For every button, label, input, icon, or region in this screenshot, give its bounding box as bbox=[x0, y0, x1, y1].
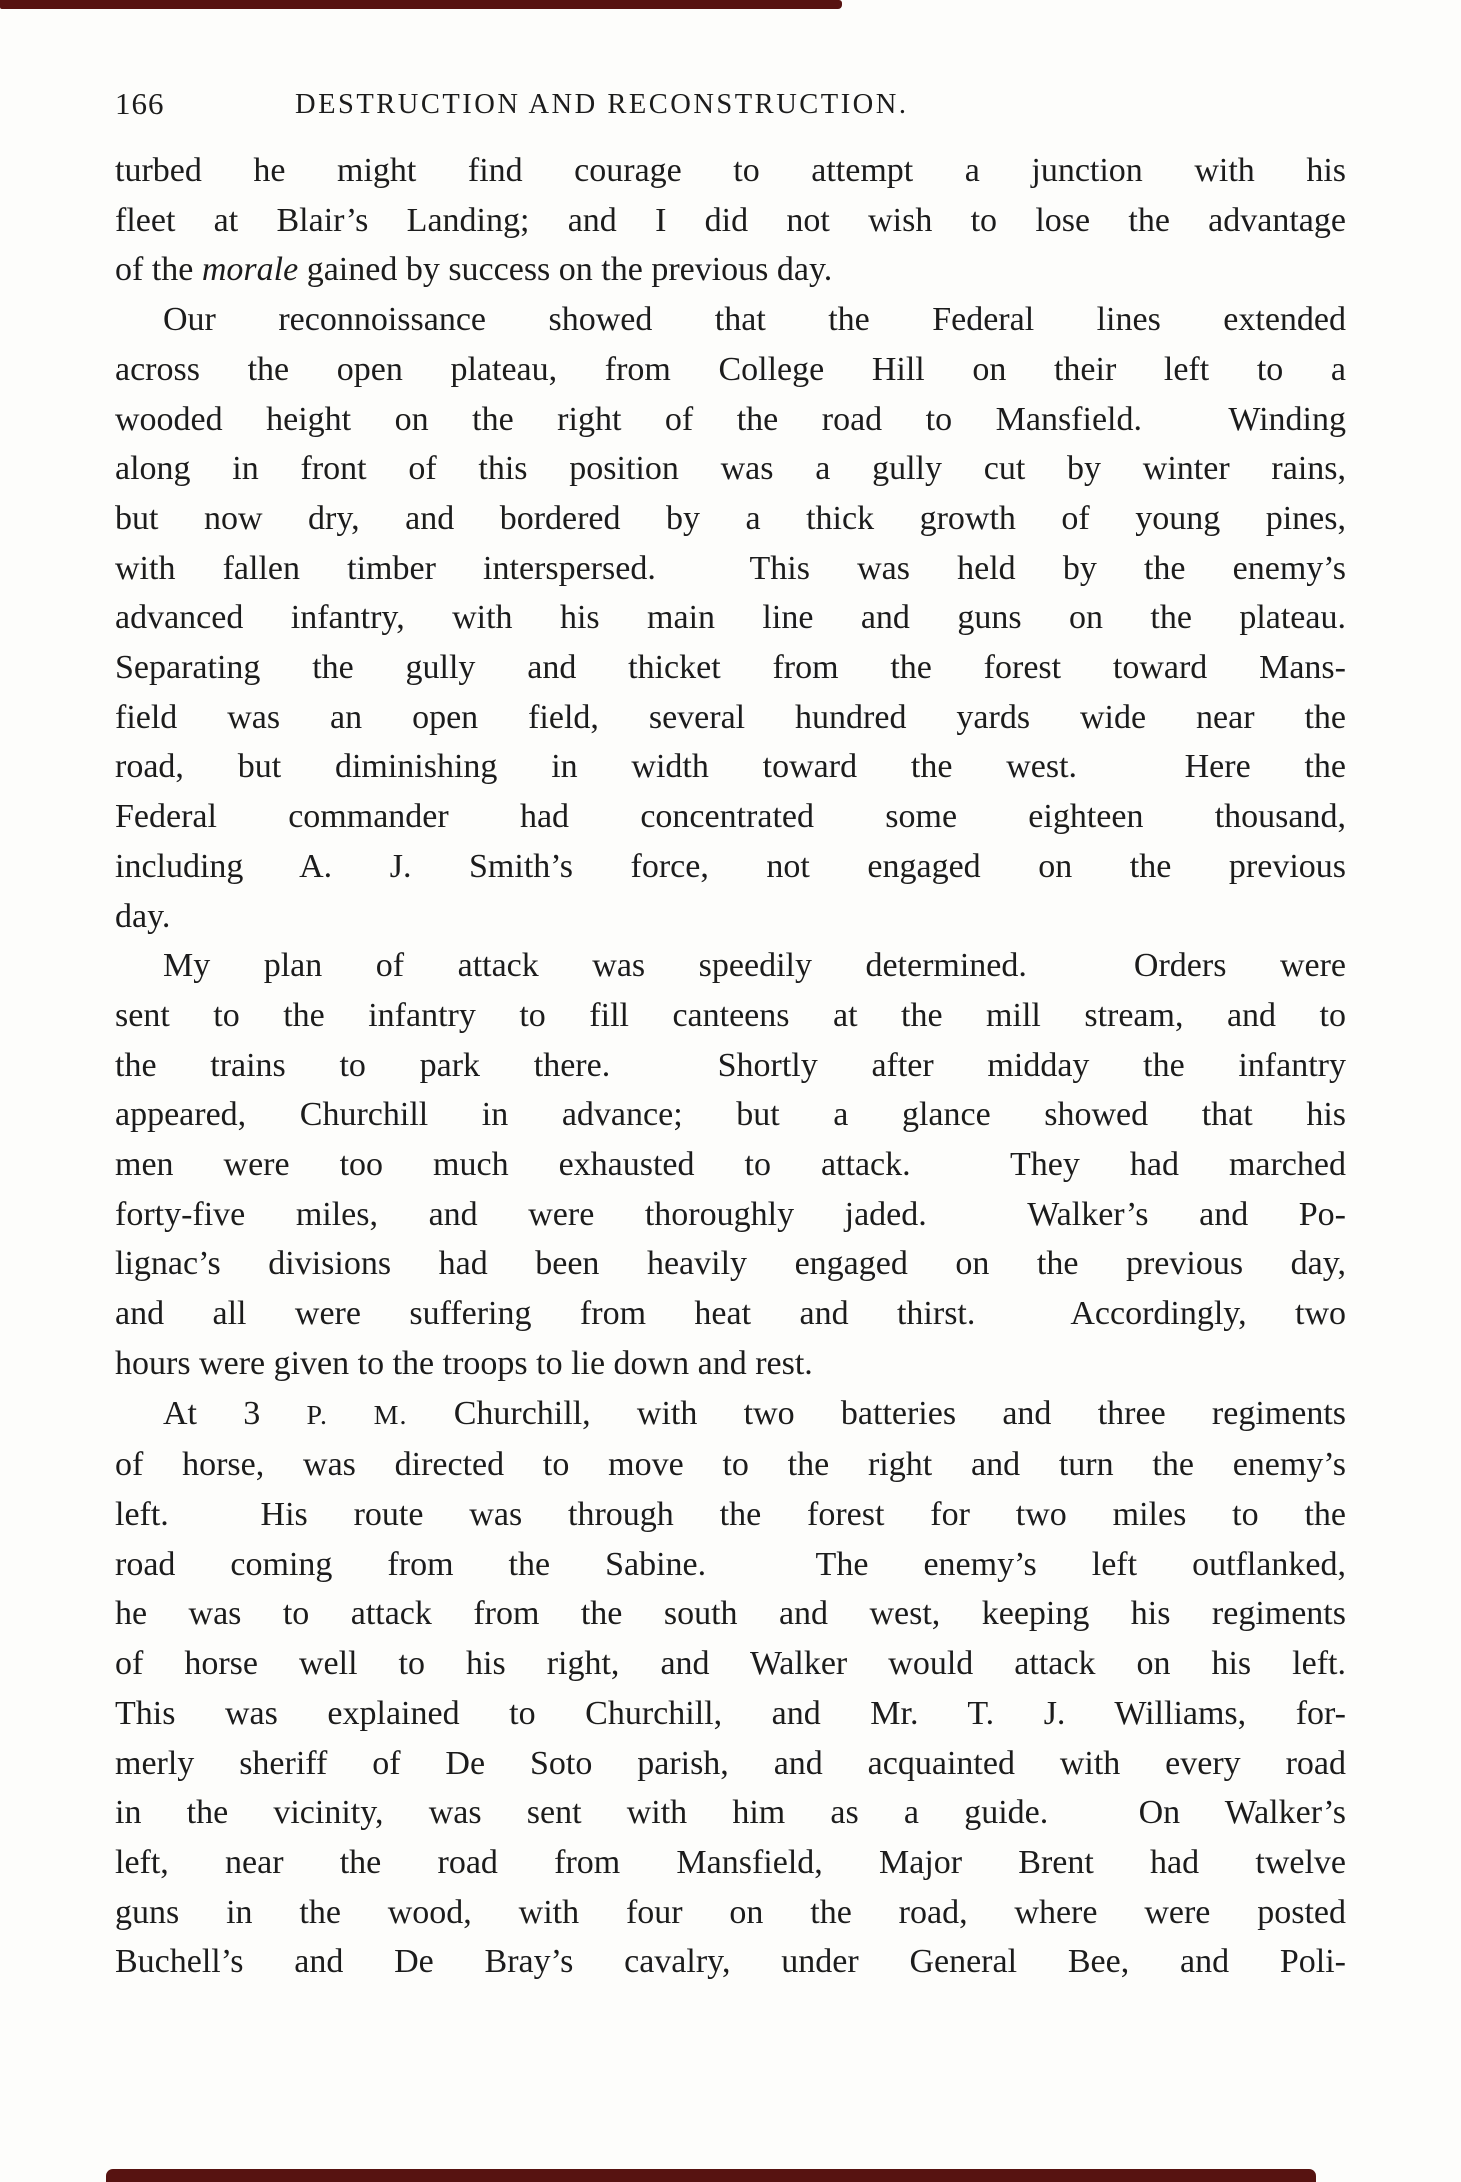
scan-artifact-bottom-edge bbox=[106, 2169, 1316, 2182]
text-line: he was to attack from the south and west, keeping his regiments bbox=[115, 1595, 1346, 1633]
text-line: Federal commander had concentrated some eighteen thousand, bbox=[115, 798, 1346, 836]
text-line: men were too much exhausted to attack. They had marched bbox=[115, 1146, 1346, 1184]
text-line: This was explained to Churchill, and Mr. T. J. Williams, for- bbox=[115, 1694, 1346, 1732]
text-line: fleet at Blair’s Landing; and I did not wish to lose the advantage bbox=[115, 201, 1346, 239]
running-title: DESTRUCTION AND RECONSTRUCTION. bbox=[295, 89, 909, 120]
text-line: of the morale gained by success on the previous day. bbox=[115, 251, 833, 289]
text-line: turbed he might find courage to attempt a junction with his bbox=[115, 152, 1346, 189]
text-line: in the vicinity, was sent with him as a guide. On Walker’s bbox=[115, 1794, 1346, 1832]
text-line: hours were given to the troops to lie down and rest. bbox=[115, 1344, 813, 1382]
text-line: Buchell’s and De Bray’s cavalry, under General Bee, and Poli- bbox=[115, 1943, 1346, 1981]
small-caps: P. M. bbox=[306, 1399, 408, 1431]
text-line: field was an open field, several hundred yards wide near the bbox=[115, 698, 1346, 736]
scan-artifact-top-edge bbox=[0, 0, 842, 9]
text-line: forty-five miles, and were thoroughly jaded. Walker’s and Po- bbox=[115, 1195, 1346, 1233]
text-line: advanced infantry, with his main line and guns on the plateau. bbox=[115, 599, 1346, 637]
text-line: sent to the infantry to fill canteens at the mill stream, and to bbox=[115, 996, 1346, 1034]
text-line: wooded height on the right of the road to Mansfield. Winding bbox=[115, 400, 1346, 438]
text-line: left. His route was through the forest for two miles to the bbox=[115, 1495, 1346, 1533]
text-line: road coming from the Sabine. The enemy’s left outflanked, bbox=[115, 1545, 1346, 1583]
text-line: road, but diminishing in width toward the west. Here the bbox=[115, 748, 1346, 786]
text-line: but now dry, and bordered by a thick growth of young pines, bbox=[115, 499, 1346, 537]
text-line: including A. J. Smith’s force, not engaged on the previous bbox=[115, 847, 1346, 885]
text-line: of horse, was directed to move to the right and turn the enemy’s bbox=[115, 1446, 1346, 1484]
text-line: Separating the gully and thicket from the forest toward Mans- bbox=[115, 649, 1346, 687]
text-line: lignac’s divisions had been heavily engaged on the previous day, bbox=[115, 1245, 1346, 1283]
text-line: At 3 P. M. Churchill, with two batteries and three regiments bbox=[163, 1394, 1347, 1432]
page-body bbox=[115, 146, 1346, 1987]
paragraph bbox=[115, 1389, 1346, 1987]
text-line: left, near the road from Mansfield, Major Brent had twelve bbox=[115, 1843, 1346, 1881]
text-line: appeared, Churchill in advance; but a glance showed that his bbox=[115, 1096, 1346, 1134]
text-line: along in front of this position was a gully cut by winter rains, bbox=[115, 450, 1346, 488]
page-number: 166 bbox=[115, 86, 165, 121]
paragraph bbox=[115, 146, 1346, 295]
page-header bbox=[115, 84, 1346, 128]
text-line: guns in the wood, with four on the road, where were posted bbox=[115, 1893, 1346, 1931]
text-line: of horse well to his right, and Walker would attack on his left. bbox=[115, 1645, 1346, 1683]
paragraph bbox=[115, 941, 1346, 1388]
italic-word: morale bbox=[201, 251, 299, 289]
text-line: across the open plateau, from College Hill on their left to a bbox=[115, 350, 1346, 388]
text-line: the trains to park there. Shortly after midday the infantry bbox=[115, 1046, 1346, 1084]
text-line: My plan of attack was speedily determined. Orders were bbox=[163, 947, 1346, 985]
text-line: merly sheriff of De Soto parish, and acquainted with every road bbox=[115, 1744, 1346, 1782]
text-line: day. bbox=[115, 897, 171, 935]
text-line: Our reconnoissance showed that the Federal lines extended bbox=[163, 301, 1346, 339]
text-line: and all were suffering from heat and thirst. Accordingly, two bbox=[115, 1295, 1346, 1333]
text-line: with fallen timber interspersed. This was held by the enemy’s bbox=[115, 549, 1346, 587]
paragraph bbox=[115, 295, 1346, 941]
